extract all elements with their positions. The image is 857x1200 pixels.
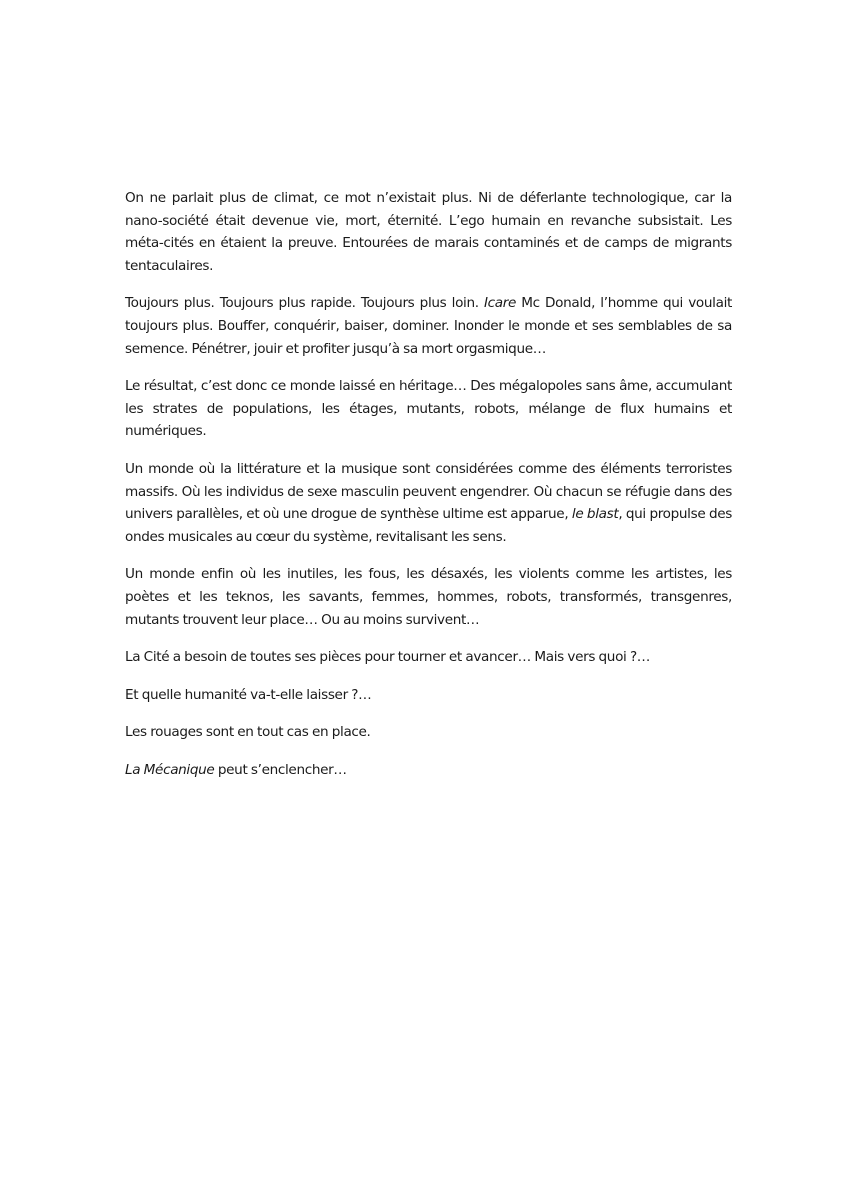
paragraph-text: Et quelle humanité va-t-elle laisser ?… — [125, 686, 372, 703]
paragraph-text: Toujours plus. Toujours plus rapide. Toujours plus loin. — [125, 295, 484, 312]
italic-name-icare: Icare — [483, 295, 516, 312]
paragraph-text: Un monde où la littérature et la musique sont considérées comme des éléments terroristes massifs. Où les individus de sexe masculin peuvent engendrer. Où chacun se réfugie dans des univers parallèles, et où une drogue de synthèse ultime est apparue, — [125, 460, 732, 523]
document-body — [125, 187, 732, 796]
paragraph-6 — [125, 646, 732, 669]
paragraph-text: , qui propulse des ondes musicales au cœur du système, revitalisant les sens. — [125, 506, 732, 545]
italic-title-la-mecanique: La Mécanique — [125, 761, 215, 778]
paragraph-8 — [125, 721, 732, 744]
paragraph-text: Un monde enfin où les inutiles, les fous, les désaxés, les violents comme les artistes, les poètes et les teknos, les savants, femmes, hommes, robots, transformés, transgenres, mutants trouvent leur place… Ou au moins survivent… — [125, 566, 732, 628]
paragraph-text: Le résultat, c’est donc ce monde laissé en héritage… Des mégalopoles sans âme, accumulant les strates de populations, les étages, mutants, robots, mélange de flux humains et numériques. — [125, 378, 732, 440]
italic-term-le-blast: le blast — [571, 506, 619, 523]
paragraph-4 — [125, 458, 732, 548]
paragraph-1 — [125, 187, 732, 277]
paragraph-2 — [125, 292, 732, 360]
paragraph-text: peut s’enclencher… — [214, 761, 347, 778]
paragraph-text: Mc Donald, l’homme qui voulait toujours plus. Bouffer, conquérir, baiser, dominer. Inonder le monde et ses semblables de sa semence. Pénétrer, jouir et profiter jusqu’à sa mort orgasmique… — [125, 295, 732, 357]
paragraph-5 — [125, 563, 732, 631]
paragraph-text: Les rouages sont en tout cas en place. — [125, 724, 371, 741]
paragraph-text: La Cité a besoin de toutes ses pièces pour tourner et avancer… Mais vers quoi ?… — [125, 649, 651, 666]
paragraph-7 — [125, 684, 732, 707]
paragraph-3 — [125, 375, 732, 443]
paragraph-9 — [125, 759, 732, 782]
paragraph-text: On ne parlait plus de climat, ce mot n’existait plus. Ni de déferlante technologique, car la nano-société était devenue vie, mort, éternité. L’ego humain en revanche subsistait. Les méta-cités en étaient la preuve. Entourées de marais contaminés et de camps de migrants tentaculaires. — [125, 190, 732, 274]
